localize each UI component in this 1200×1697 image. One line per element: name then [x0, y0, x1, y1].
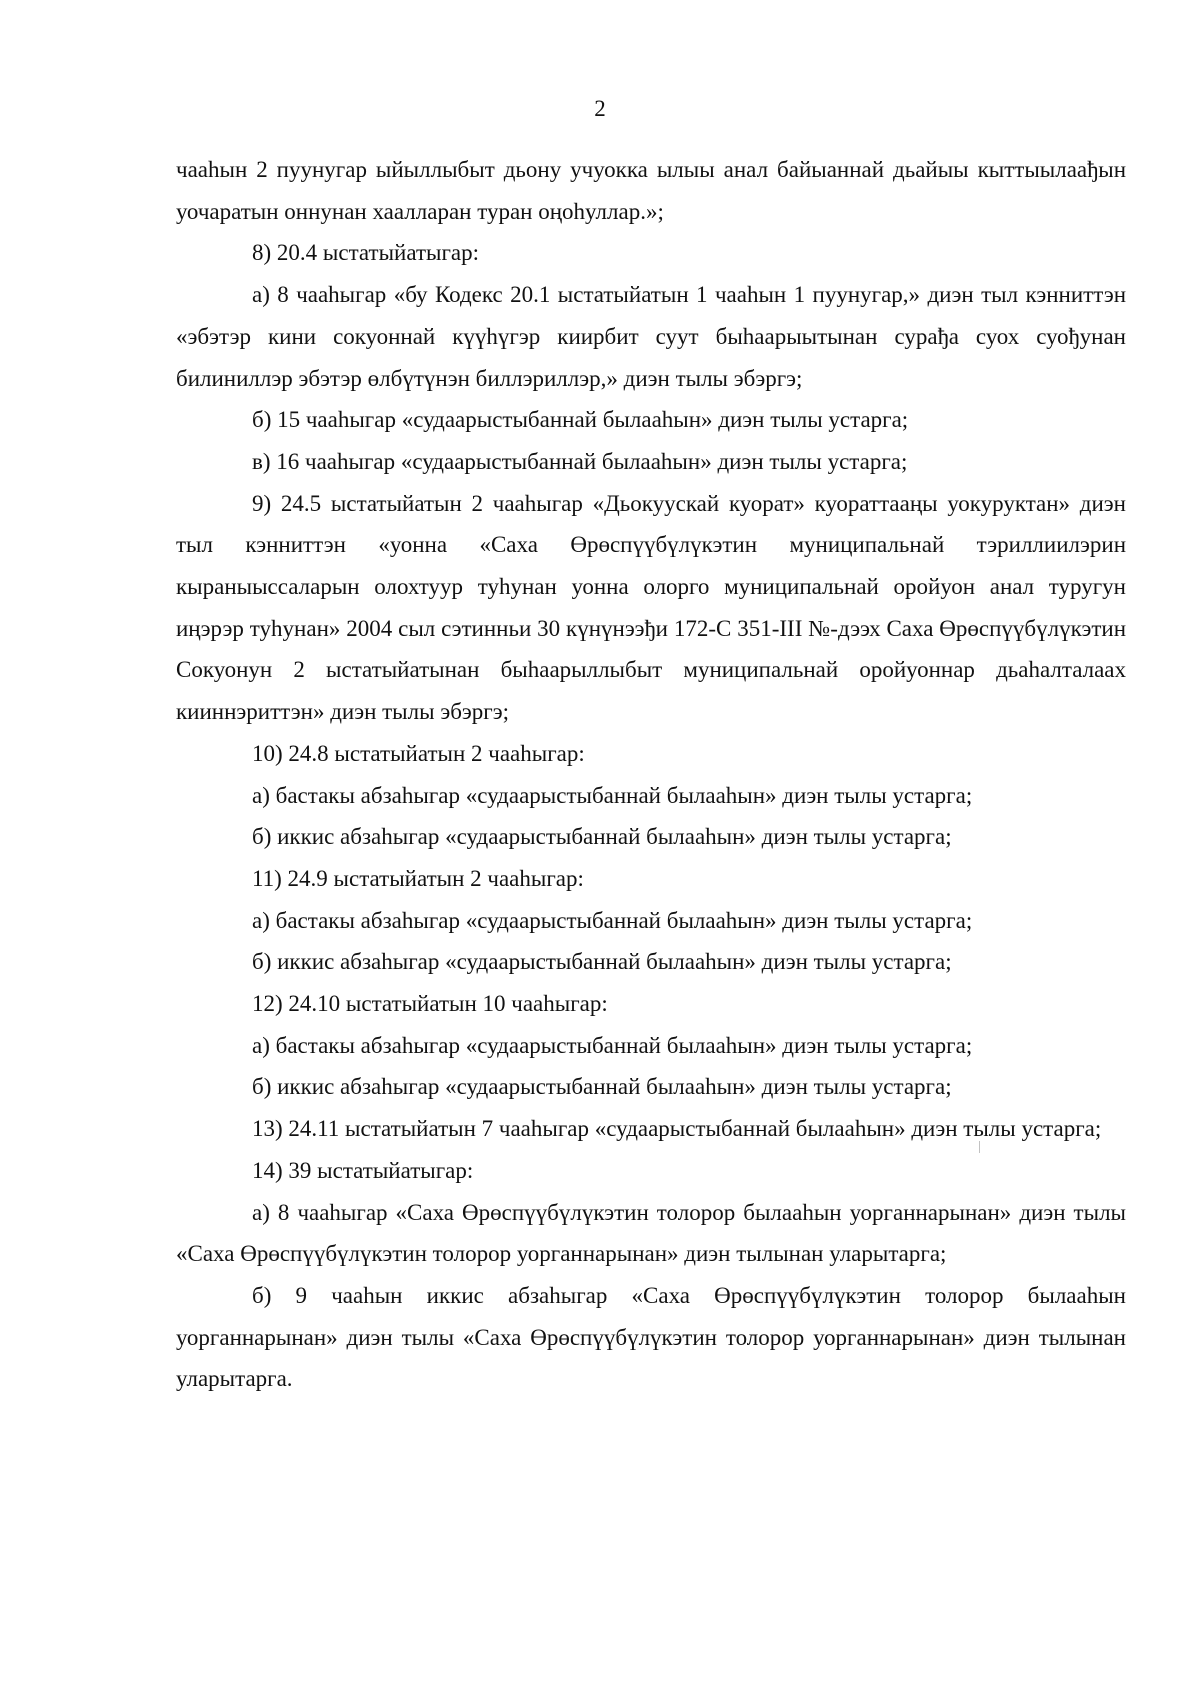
- paragraph-item-12: 12) 24.10 ыстатыйатын 10 чааһыгар:: [252, 991, 608, 1017]
- paragraph-item-9: 9) 24.5 ыстатыйатын 2 чааһыгар «Дьокуускай куорат» куораттааңы уокуруктан» диэн тыл кэнниттэн «уонна «Саха Өрөспүүбүлүкэтин муниципальнай тэриллиилэрин кыраныыссаларын олохтуур туһунан уонна олорго муниципальнай оройуон анал туругун иңэрэр туһунан» 2004 сыл сэтинньи 30 күнүнээђи 172-С 351-III №-дээх Саха Өрөспүүбүлүкэтин Сокуонун 2 ыстатыйатынан быһаарыллыбыт муниципальнай оройуоннар дьаһалталаах кииннэриттэн» диэн тылы эбэргэ;: [176, 490, 1126, 725]
- paragraph-item-8b: б) 15 чааһыгар «судаарыстыбаннай былааһын» диэн тылы устарга;: [252, 407, 909, 433]
- page-number: 2: [594, 96, 606, 121]
- paragraph-item-11a: а) бастакы абзаһыгар «судаарыстыбаннай былааһын» диэн тылы устарга;: [252, 907, 973, 933]
- paragraph-item-14: 14) 39 ыстатыйатыгар:: [252, 1157, 474, 1183]
- document-body: [176, 149, 1126, 1400]
- paragraph-item-12b: б) иккис абзаһыгар «судаарыстыбаннай былааһын» диэн тылы устарга;: [252, 1074, 952, 1100]
- paragraph-item-8v: в) 16 чааһыгар «судаарыстыбаннай былааһын» диэн тылы устарга;: [252, 448, 908, 474]
- paragraph-item-10b: б) иккис абзаһыгар «судаарыстыбаннай былааһын» диэн тылы устарга;: [252, 824, 952, 850]
- paragraph-item-14a: а) 8 чааһыгар «Саха Өрөспүүбүлүкэтин толорор былааһын уорганнарынан» диэн тылы «Саха Өрөспүүбүлүкэтин толорор уорганнарынан» диэн тылынан уларытарга;: [176, 1199, 1126, 1267]
- paragraph-item-8a: а) 8 чааһыгар «бу Кодекс 20.1 ыстатыйатын 1 чааһын 1 пуунугар,» диэн тыл кэнниттэн «эбэтэр кини сокуоннай күүһүгэр киирбит суут быһаарыытынан сурађа суох суођунан билиниллэр эбэтэр өлбүтүнэн биллэриллэр,» диэн тылы эбэргэ;: [176, 282, 1126, 391]
- paragraph-item-8: 8) 20.4 ыстатыйатыгар:: [252, 240, 479, 266]
- paragraph-item-11: 11) 24.9 ыстатыйатын 2 чааһыгар:: [252, 865, 584, 891]
- paragraph-item-11b: б) иккис абзаһыгар «судаарыстыбаннай былааһын» диэн тылы устарга;: [252, 949, 952, 975]
- paragraph-item-12a: а) бастакы абзаһыгар «судаарыстыбаннай былааһын» диэн тылы устарга;: [252, 1032, 973, 1058]
- paragraph-item-13: 13) 24.11 ыстатыйатын 7 чааһыгар «судаарыстыбаннай былааһын» диэн тылы устарга;: [252, 1116, 1102, 1142]
- paragraph-item-14b: б) 9 чааһын иккис абзаһыгар «Саха Өрөспүүбүлүкэтин толорор былааһын уорганнарынан» диэн тылы «Саха Өрөспүүбүлүкэтин толорор уорганнарынан» диэн тылынан уларытарга.: [176, 1282, 1126, 1392]
- paragraph-item-10a: а) бастакы абзаһыгар «судаарыстыбаннай былааһын» диэн тылы устарга;: [252, 782, 973, 808]
- paragraph-continuation: чааһын 2 пуунугар ыйыллыбыт дьону учуокка ылыы анал байыаннай дьайыы кыттыылаађын уочаратын оннунан хаалларан туран оңоһуллар.»;: [176, 157, 1126, 224]
- paragraph-item-10: 10) 24.8 ыстатыйатын 2 чааһыгар:: [252, 740, 585, 766]
- scan-artifact-mark: [979, 1141, 980, 1153]
